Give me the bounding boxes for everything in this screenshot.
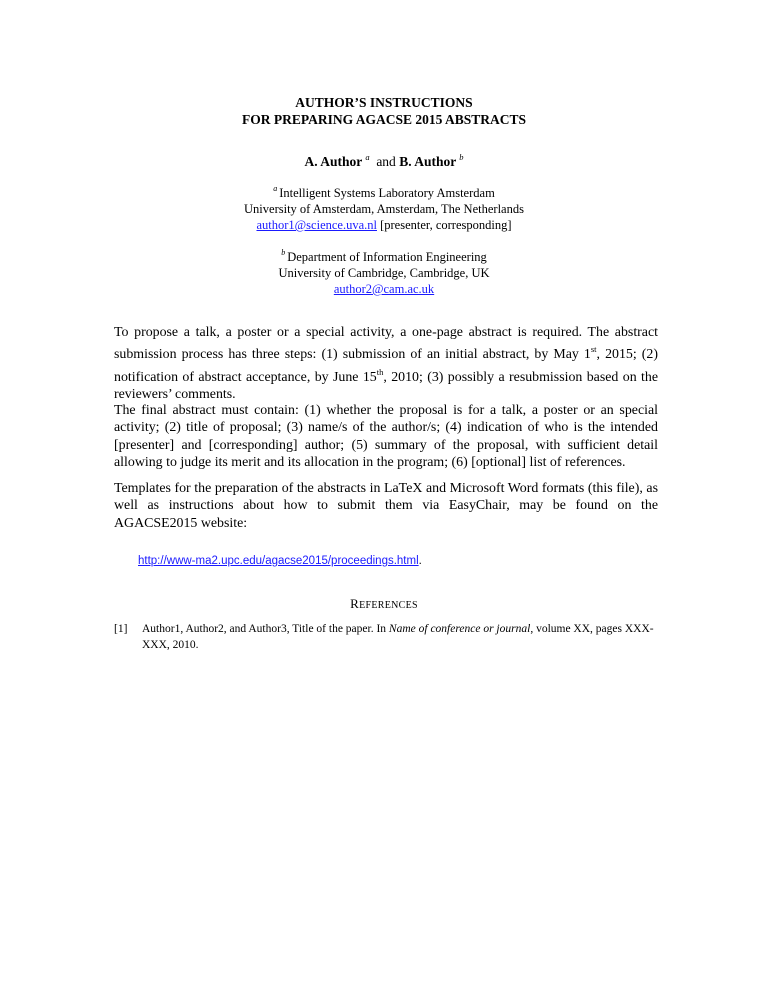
document-title-line-2: FOR PREPARING AGACSE 2015 ABSTRACTS (241, 112, 527, 127)
affiliation-a-note: [presenter, corresponding] (380, 218, 512, 232)
references-heading (0, 596, 768, 612)
paragraph-templates: Templates for the preparation of the abstracts in LaTeX and Microsoft Word formats (this file), as well as instructions about how to submit them via EasyChair, may be found on the AGACSE2015 website: (114, 481, 658, 531)
references-heading-rest: EFERENCES (359, 600, 418, 611)
author-line (0, 149, 768, 170)
reference-venue: Name of conference or journal (388, 623, 531, 635)
affiliation-b-line1: Department of Information Engineering (287, 250, 487, 264)
paragraph-abstract-contents: The final abstract must contain: (1) whether the proposal is for a talk, a poster or an special activity; (2) title of proposal; (3) name/s of the author/s; (4) indication of who is the intended [presenter] and [corresponding] author; (5) summary of the proposal, with sufficient detail allowing to judge its merit and its allocation in the program; (6) [optional] list of references. (114, 403, 658, 471)
document-title-line-1: AUTHOR’S INSTRUCTIONS (295, 95, 473, 110)
proceedings-url-period: . (418, 555, 422, 567)
paragraph-submission-process (114, 324, 658, 404)
reference-text (142, 621, 672, 653)
affiliation-b-line2: University of Cambridge, Cambridge, UK (278, 266, 490, 280)
reference-post: , volume XX, pages XXX-XXX, 2010. (142, 623, 654, 651)
author2-email-link[interactable]: author2@cam.ac.uk (333, 282, 435, 296)
reference-pre: Author1, Author2, and Author3, Title of the paper. In (142, 623, 389, 635)
affiliation-a-mark: a (273, 184, 278, 193)
author-a-name: A. Author (304, 154, 363, 169)
references-heading-cap: R (350, 596, 360, 611)
author-a-mark: a (365, 152, 370, 162)
affiliation-a-line2: University of Amsterdam, Amsterdam, The Netherlands (244, 202, 524, 216)
author1-email-link[interactable]: author1@science.uva.nl (256, 218, 377, 232)
affiliation-a (0, 181, 768, 233)
proceedings-url-link[interactable]: http://www-ma2.upc.edu/agacse2015/proceedings.html (138, 555, 419, 567)
author-b-mark: b (459, 152, 464, 162)
proceedings-url-line (138, 554, 422, 568)
affiliation-b (0, 245, 768, 297)
author-conjunction: and (376, 154, 396, 169)
p1-sup-2: th (376, 366, 384, 377)
p1-text-2: , 2015; (2) notification of abstract acceptance, by June 15 (114, 347, 658, 385)
p1-text-3: , 2010; (3) possibly a resubmission based on the reviewers’ comments. (114, 369, 658, 403)
p1-sup-1: st (590, 344, 597, 355)
affiliation-a-line1: Intelligent Systems Laboratory Amsterdam (279, 186, 495, 200)
author-b-name: B. Author (399, 154, 457, 169)
reference-number: [1] (114, 623, 128, 635)
p1-text-1: To propose a talk, a poster or a special activity, a one-page abstract is required. The abstract submission process has three steps: (1) submission of an initial abstract, by May 1 (114, 325, 658, 363)
affiliation-b-mark: b (281, 248, 286, 257)
